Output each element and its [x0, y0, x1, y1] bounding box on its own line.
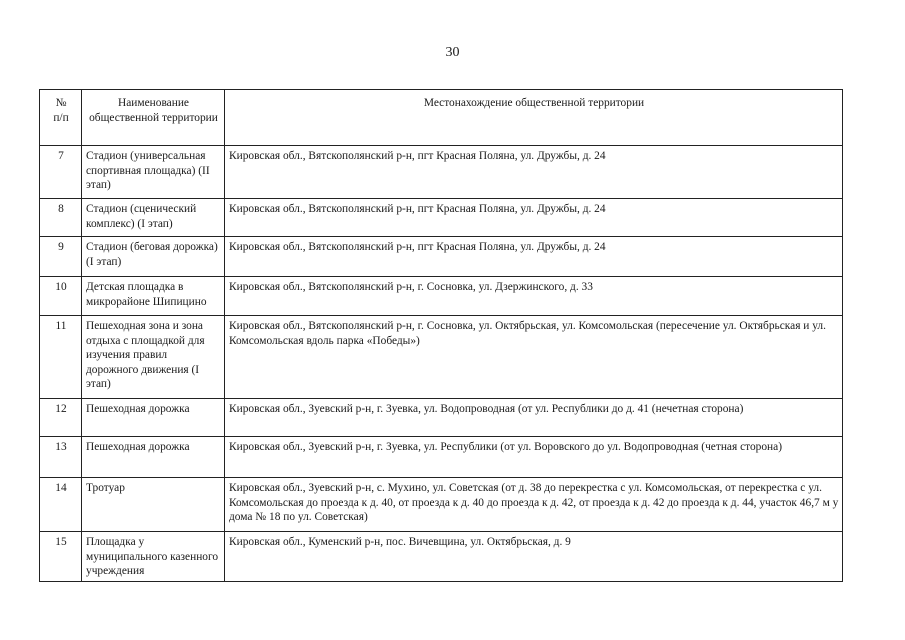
- table-row: [40, 146, 843, 199]
- row-location: Кировская обл., Зуевский р-н, с. Мухино, ул. Советская (от д. 38 до перекрестка с ул. Комсомольская, от перекрестка с ул. Комсомольская до проезда к д. 40, от проезда к д. 40 до проезда к д. 42, от проезда к д. 42 до проезда к д. 44, участок 46,7 м у дома № 18 по ул. Советская): [225, 478, 843, 532]
- table-row: [40, 478, 843, 532]
- table-row: [40, 532, 843, 582]
- row-location: Кировская обл., Зуевский р-н, г. Зуевка, ул. Водопроводная (от ул. Республики до д. 41 (нечетная сторона): [225, 399, 843, 437]
- row-name: Площадка у муниципального казенного учреждения: [82, 532, 225, 582]
- row-num: 14: [40, 478, 82, 532]
- table-row: [40, 237, 843, 277]
- row-location: Кировская обл., Зуевский р-н, г. Зуевка, ул. Республики (от ул. Воровского до ул. Водопроводная (четная сторона): [225, 437, 843, 478]
- row-location: Кировская обл., Куменский р-н, пос. Вичевщина, ул. Октябрьская, д. 9: [225, 532, 843, 582]
- row-num: 15: [40, 532, 82, 582]
- row-name: Детская площадка в микрорайоне Шипицино: [82, 277, 225, 316]
- table-row: [40, 277, 843, 316]
- row-location: Кировская обл., Вятскополянский р-н, пгт Красная Поляна, ул. Дружбы, д. 24: [225, 146, 843, 199]
- row-name: Стадион (беговая дорожка) (I этап): [82, 237, 225, 277]
- row-name: Стадион (сценический комплекс) (I этап): [82, 199, 225, 237]
- table-header-row: [40, 90, 843, 146]
- row-num: 12: [40, 399, 82, 437]
- row-name: Пешеходная дорожка: [82, 437, 225, 478]
- page-number: 30: [445, 45, 460, 60]
- table-row: [40, 437, 843, 478]
- row-name: Пешеходная зона и зона отдыха с площадкой для изучения правил дорожного движения (I этап): [82, 316, 225, 399]
- row-num: 13: [40, 437, 82, 478]
- table-row: [40, 199, 843, 237]
- row-location: Кировская обл., Вятскополянский р-н, пгт Красная Поляна, ул. Дружбы, д. 24: [225, 237, 843, 277]
- header-location: Местонахождение общественной территории: [225, 90, 843, 146]
- row-name: Пешеходная дорожка: [82, 399, 225, 437]
- territories-table: [39, 89, 843, 582]
- row-num: 7: [40, 146, 82, 199]
- row-num: 10: [40, 277, 82, 316]
- row-location: Кировская обл., Вятскополянский р-н, пгт Красная Поляна, ул. Дружбы, д. 24: [225, 199, 843, 237]
- table-row: [40, 399, 843, 437]
- row-name: Стадион (универсальная спортивная площадка) (II этап): [82, 146, 225, 199]
- row-name: Тротуар: [82, 478, 225, 532]
- row-location: Кировская обл., Вятскополянский р-н, г. Сосновка, ул. Октябрьская, ул. Комсомольская (пересечение ул. Октябрьская и ул. Комсомольская вдоль парка «Победы»): [225, 316, 843, 399]
- row-num: 11: [40, 316, 82, 399]
- row-num: 8: [40, 199, 82, 237]
- row-num: 9: [40, 237, 82, 277]
- row-location: Кировская обл., Вятскополянский р-н, г. Сосновка, ул. Дзержинского, д. 33: [225, 277, 843, 316]
- header-num: № п/п: [40, 90, 82, 146]
- table-row: [40, 316, 843, 399]
- header-name: Наименование общественной территории: [82, 90, 225, 146]
